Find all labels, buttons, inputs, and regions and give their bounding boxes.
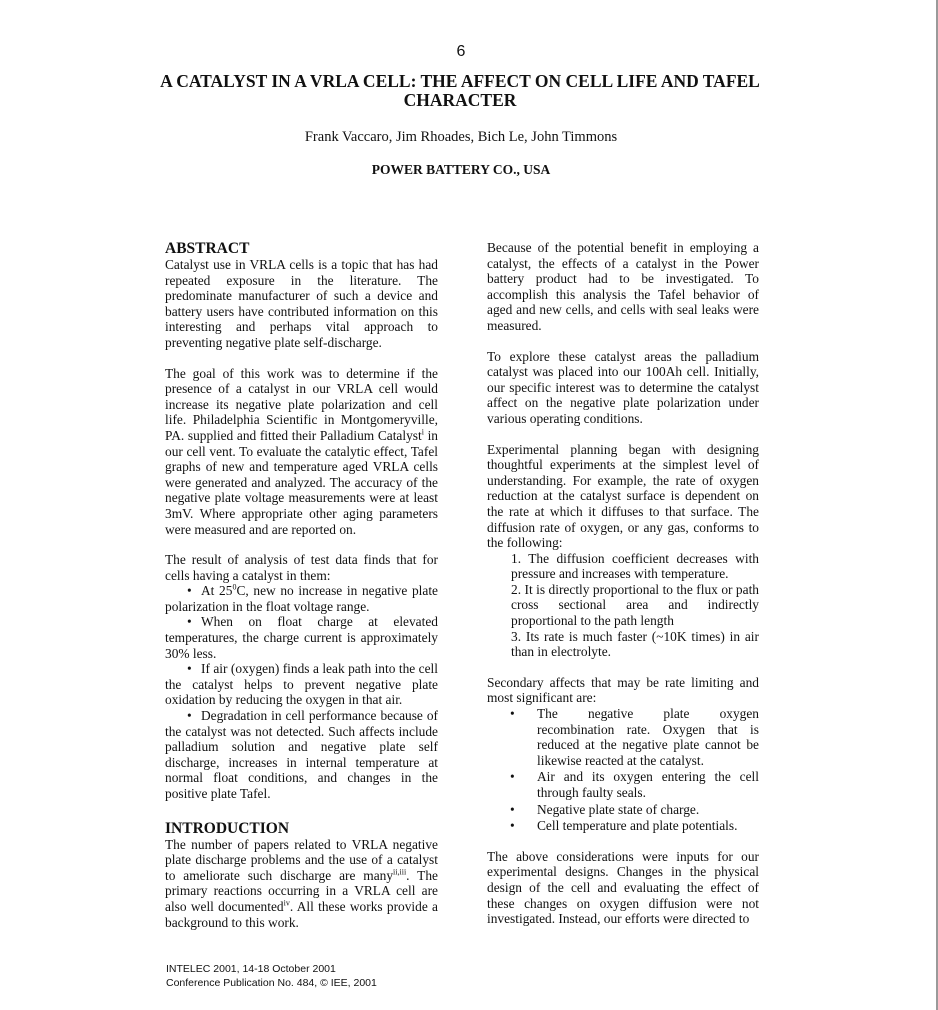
bullet-dot-icon: •	[510, 801, 515, 817]
right-paragraph-1: Because of the potential benefit in employing a catalyst, the effects of a catalyst in the Power battery product had to be investigated. To accomplish this analysis the Tafel behavior of aged and new cells, and cells with seal leaks were measured.	[487, 240, 759, 333]
footer-line-2: Conference Publication No. 484, © IEE, 2001	[166, 977, 377, 989]
result-bullet-4-text: Degradation in cell performance because of the catalyst was not detected. Such affects include palladium solution and negative plate self discharge, increases in internal temperature at normal float conditions, and changes in the positive plate Tafel.	[165, 708, 438, 801]
bullet-dot-icon: •	[510, 818, 515, 834]
result-bullet-1	[165, 583, 438, 614]
secondary-bullet-1	[510, 706, 759, 768]
footnote-ref-ii-iii: ii,iii	[393, 867, 407, 877]
secondary-bullet-4	[510, 818, 759, 834]
diffusion-numbered-list	[487, 551, 759, 660]
introduction-heading: INTRODUCTION	[165, 819, 290, 837]
abstract-paragraph-3: The result of analysis of test data finds that for cells having a catalyst in them:	[165, 552, 438, 583]
abstract-paragraph-1: Catalyst use in VRLA cells is a topic that has had repeated exposure in the literature. The predominate manufacturer of such a device and battery users have contributed information on this interesting and perhaps vital approach to preventing negative plate self-discharge.	[165, 257, 438, 350]
footer-line-1: INTELEC 2001, 14-18 October 2001	[166, 963, 336, 975]
secondary-bullet-2	[510, 769, 759, 800]
title-line-1: A CATALYST IN A VRLA CELL: THE AFFECT ON CELL LIFE AND TAFEL	[160, 71, 760, 91]
degree-sup: 0	[232, 582, 237, 592]
footnote-ref-iv: iv	[283, 898, 290, 908]
result-bullet-3	[165, 661, 438, 708]
bullet-dot-icon: •	[510, 706, 515, 722]
bullet-dot-icon: •	[510, 769, 515, 785]
result-bullet-2	[165, 614, 438, 661]
result-bullet-2-text: When on float charge at elevated temperatures, the charge current is approximately 30% less.	[165, 614, 438, 661]
right-paragraph-5: The above considerations were inputs for our experimental designs. Changes in the physical design of the cell and evaluating the effect of these changes on oxygen diffusion were not investigated. Instead, our efforts were directed to	[487, 848, 759, 927]
result-bullet-1-text-a: At 25	[201, 583, 233, 599]
paper-title	[160, 72, 760, 110]
numbered-item-2: 2. It is directly proportional to the flux or path cross sectional area and indirectly proportional to the path length	[511, 581, 759, 629]
result-bullet-3-text: If air (oxygen) finds a leak path into the cell the catalyst helps to prevent negative plate oxidation by reducing the oxygen in that air.	[165, 661, 438, 708]
left-column	[165, 240, 438, 930]
affiliation: POWER BATTERY CO., USA	[371, 162, 551, 177]
secondary-bullet-4-text: Cell temperature and plate potentials.	[537, 818, 738, 834]
bullet-dot-icon: •	[187, 661, 192, 677]
abstract-paragraph-2	[165, 366, 438, 538]
bullet-dot-icon: •	[187, 708, 192, 724]
numbered-item-1: 1. The diffusion coefficient decreases with pressure and increases with temperature.	[511, 550, 759, 582]
title-line-2: CHARACTER	[403, 90, 517, 110]
secondary-affects-list	[487, 706, 759, 834]
secondary-bullet-1-text: The negative plate oxygen recombination rate. Oxygen that is reduced at the negative plate cannot be likewise reacted at the catalyst.	[537, 706, 759, 768]
bullet-dot-icon: •	[187, 583, 192, 599]
secondary-bullet-2-text: Air and its oxygen entering the cell through faulty seals.	[537, 769, 759, 800]
conference-footer	[166, 962, 377, 990]
bullet-dot-icon: •	[187, 614, 192, 630]
secondary-bullet-3-text: Negative plate state of charge.	[537, 801, 700, 817]
numbered-item-3: 3. Its rate is much faster (~10K times) in air than in electrolyte.	[511, 628, 759, 660]
abstract-heading: ABSTRACT	[165, 240, 250, 257]
intro-text-a: The number of papers related to VRLA negative plate discharge problems and the use of a catalyst to ameliorate such discharge are many	[165, 836, 438, 883]
page-number: 6	[456, 43, 466, 60]
right-paragraph-2: To explore these catalyst areas the palladium catalyst was placed into our 100Ah cell. Initially, our specific interest was to determine the catalyst affect on the negative plate polarization under various operating conditions.	[487, 348, 759, 426]
footnote-ref-i: i	[421, 427, 424, 437]
secondary-bullet-3	[510, 801, 759, 818]
authors: Frank Vaccaro, Jim Rhoades, Bich Le, John Timmons	[304, 129, 618, 145]
abstract-p2-text-b: in our cell vent. To evaluate the catalytic effect, Tafel graphs of new and temperature aged VRLA cells were generated and analyzed. The accuracy of the negative plate voltage measurements were at least 3mV. Where appropriate other aging parameters were measured and are reported on.	[165, 427, 438, 537]
intro-text-b: . The primary reactions occurring in a VRLA cell are also well documented	[165, 867, 438, 914]
abstract-p2-text-a: The goal of this work was to determine if the presence of a catalyst in our VRLA cell would increase its negative plate polarization and cell life. Philadelphia Scientific in Montgomeryville, PA. supplied and fitted their Palladium Catalyst	[165, 365, 438, 443]
result-bullet-1-text-b: C, new no increase in negative plate polarization in the float voltage range.	[165, 583, 438, 614]
intro-text-c: . All these works provide a background to this work.	[165, 898, 438, 930]
right-paragraph-4: Secondary affects that may be rate limiting and most significant are:	[487, 674, 759, 706]
right-column	[487, 240, 759, 927]
right-paragraph-3: Experimental planning began with designing thoughtful experiments at the simplest level of understanding. For example, the rate of oxygen reduction at the catalyst surface is dependent on the rate at which it diffuses to that surface. The diffusion rate of oxygen, or any gas, conforms to the following:	[487, 441, 759, 551]
result-bullet-4	[165, 708, 438, 802]
introduction-paragraph-1	[165, 837, 438, 931]
